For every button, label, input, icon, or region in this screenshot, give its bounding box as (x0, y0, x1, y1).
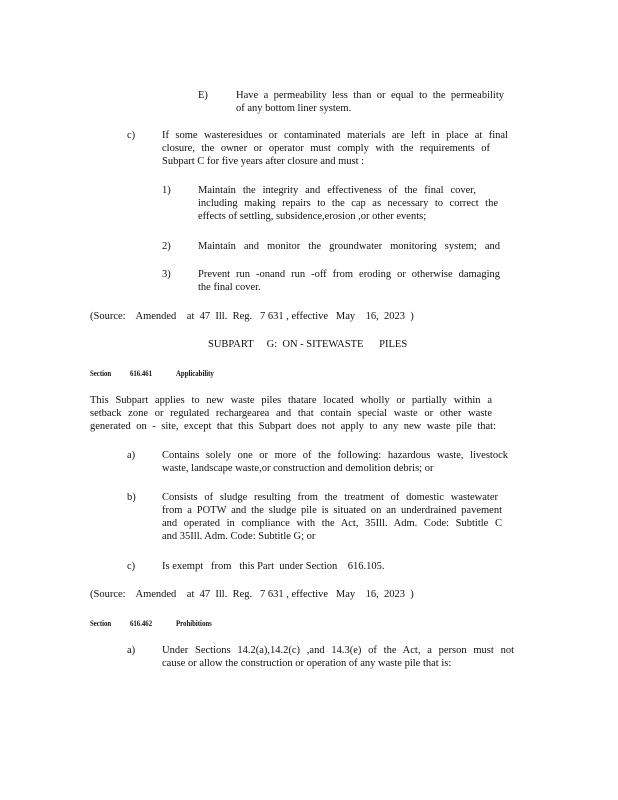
item-text-line: the final cover. (198, 282, 261, 293)
paragraph-line: generated on - site, except that this Subpart does not apply to any new waste pile that: (90, 421, 496, 432)
item-text-line: Consists of sludge resulting from the treatment of domestic wastewater (162, 492, 498, 503)
item-text-line: closure, the owner or operator must comply with the requirements of (162, 143, 490, 154)
item-label: 2) (162, 241, 171, 252)
item-text-line: Prevent run -onand run -off from eroding or otherwise damaging (198, 269, 500, 280)
item-label: E) (198, 90, 208, 101)
item-text-line: including making repairs to the cap as necessary to correct the (198, 198, 498, 209)
item-text-line: of any bottom liner system. (236, 103, 352, 114)
item-text-line: and operated in compliance with the Act, 35Ill. Adm. Code: Subtitle C (162, 518, 502, 529)
item-text-line: Subpart C for five years after closure and must : (162, 156, 365, 167)
item-text-line: Contains solely one or more of the following: hazardous waste, livestock (162, 450, 508, 461)
item-label: c) (127, 130, 136, 141)
item-text-line: waste, landscape waste,or construction and demolition debris; or (162, 463, 434, 474)
section-title: Prohibitions (176, 619, 212, 628)
paragraph-line: This Subpart applies to new waste piles thatare located wholly or partially within a (90, 395, 492, 406)
source-note: (Source: Amended at 47 Ill. Reg. 7 631 , effective May 16, 2023 ) (90, 589, 414, 600)
section-label: Section (90, 369, 112, 378)
item-text-line: cause or allow the construction or operation of any waste pile that is: (162, 658, 452, 669)
item-text-line: Maintain and monitor the groundwater monitoring system; and (198, 241, 500, 252)
item-label: 1) (162, 185, 171, 196)
item-label: a) (127, 450, 136, 461)
item-label: a) (127, 645, 136, 656)
item-label: 3) (162, 269, 171, 280)
item-text-line: Is exempt from this Part under Section 616.105. (162, 561, 385, 572)
item-label: c) (127, 561, 136, 572)
item-text-line: Under Sections 14.2(a),14.2(c) ,and 14.3(e) of the Act, a person must not (162, 645, 514, 656)
item-text-line: Maintain the integrity and effectiveness of the final cover, (198, 185, 476, 196)
section-label: Section (90, 619, 112, 628)
paragraph-line: setback zone or regulated rechargearea and that contain special waste or other waste (90, 408, 492, 419)
item-text-line: effects of settling, subsidence,erosion ,or other events; (198, 211, 427, 222)
subpart-heading: SUBPART G: ON - SITEWASTE PILES (208, 339, 408, 350)
item-label: b) (127, 492, 136, 503)
item-text-line: and 35Ill. Adm. Code: Subtitle G; or (162, 531, 316, 542)
item-text-line: Have a permeability less than or equal to the permeability (236, 90, 504, 101)
section-title: Applicability (176, 369, 214, 378)
section-number: 616.462 (130, 619, 153, 628)
source-note: (Source: Amended at 47 Ill. Reg. 7 631 , effective May 16, 2023 ) (90, 311, 414, 322)
item-text-line: If some wasteresidues or contaminated materials are left in place at final (162, 130, 508, 141)
section-number: 616.461 (130, 369, 153, 378)
item-text-line: from a POTW and the sludge pile is situated on an underdrained pavement (162, 505, 502, 516)
